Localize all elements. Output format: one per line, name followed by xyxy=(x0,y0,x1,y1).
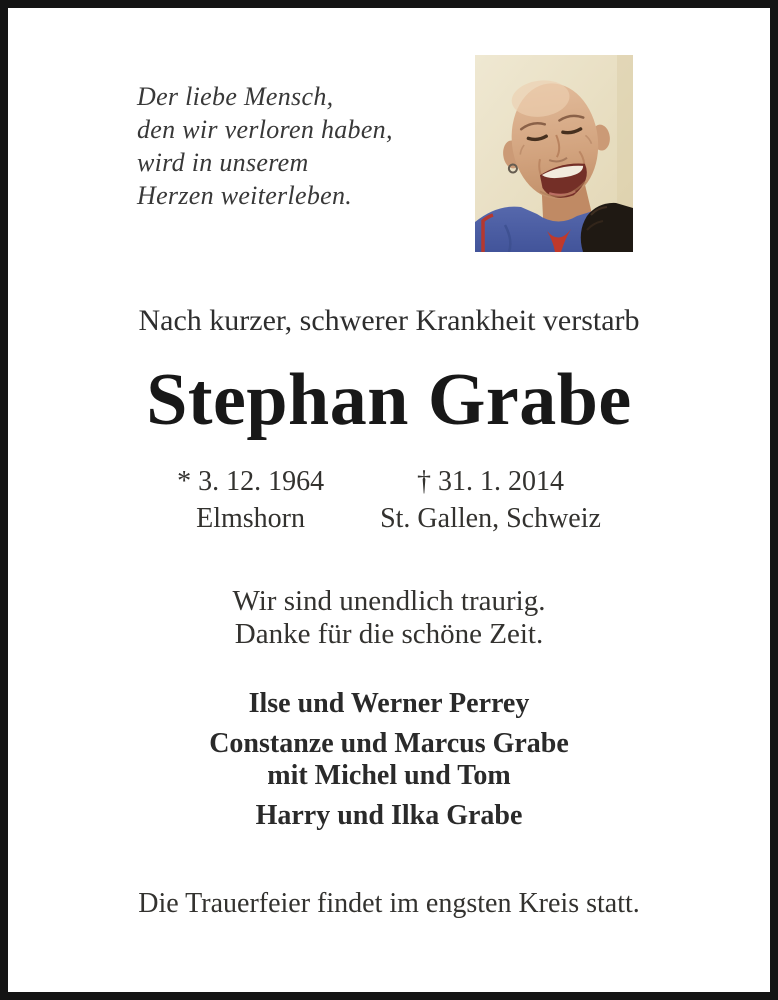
mourner-line: Constanze und Marcus Grabe xyxy=(209,728,569,759)
death-info xyxy=(380,463,601,537)
verse-line: Der liebe Mensch, xyxy=(137,82,334,111)
portrait-photo-illustration xyxy=(475,55,633,252)
verse-line: wird in unserem xyxy=(137,148,309,177)
mourner-group xyxy=(8,688,770,720)
life-dates xyxy=(8,463,770,537)
mourner-line: Harry und Ilka Grabe xyxy=(255,800,523,831)
verse-line: Herzen weiterleben. xyxy=(137,181,353,210)
memorial-verse xyxy=(137,80,393,212)
mourner-line: mit Michel und Tom xyxy=(267,760,511,791)
death-place: St. Gallen, Schweiz xyxy=(380,503,601,534)
condolence-line: Danke für die schöne Zeit. xyxy=(234,618,544,650)
mourner-group xyxy=(8,728,770,792)
mourner-group xyxy=(8,800,770,832)
portrait-photo xyxy=(475,55,633,252)
birth-place: Elmshorn xyxy=(196,503,306,534)
mourner-line: Ilse und Werner Perrey xyxy=(248,688,530,719)
funeral-notice-line: Die Trauerfeier findet im engsten Kreis statt. xyxy=(138,888,640,919)
death-date: † 31. 1. 2014 xyxy=(417,466,564,497)
verse-line: den wir verloren haben, xyxy=(137,115,393,144)
birth-info xyxy=(177,463,324,537)
condolence-text xyxy=(8,585,770,651)
intro-line: Nach kurzer, schwerer Krankheit verstarb xyxy=(138,304,640,337)
condolence-line: Wir sind unendlich traurig. xyxy=(232,585,546,617)
deceased-name: Stephan Grabe xyxy=(146,359,632,441)
mourners-list xyxy=(8,688,770,832)
birth-date: * 3. 12. 1964 xyxy=(177,466,325,497)
